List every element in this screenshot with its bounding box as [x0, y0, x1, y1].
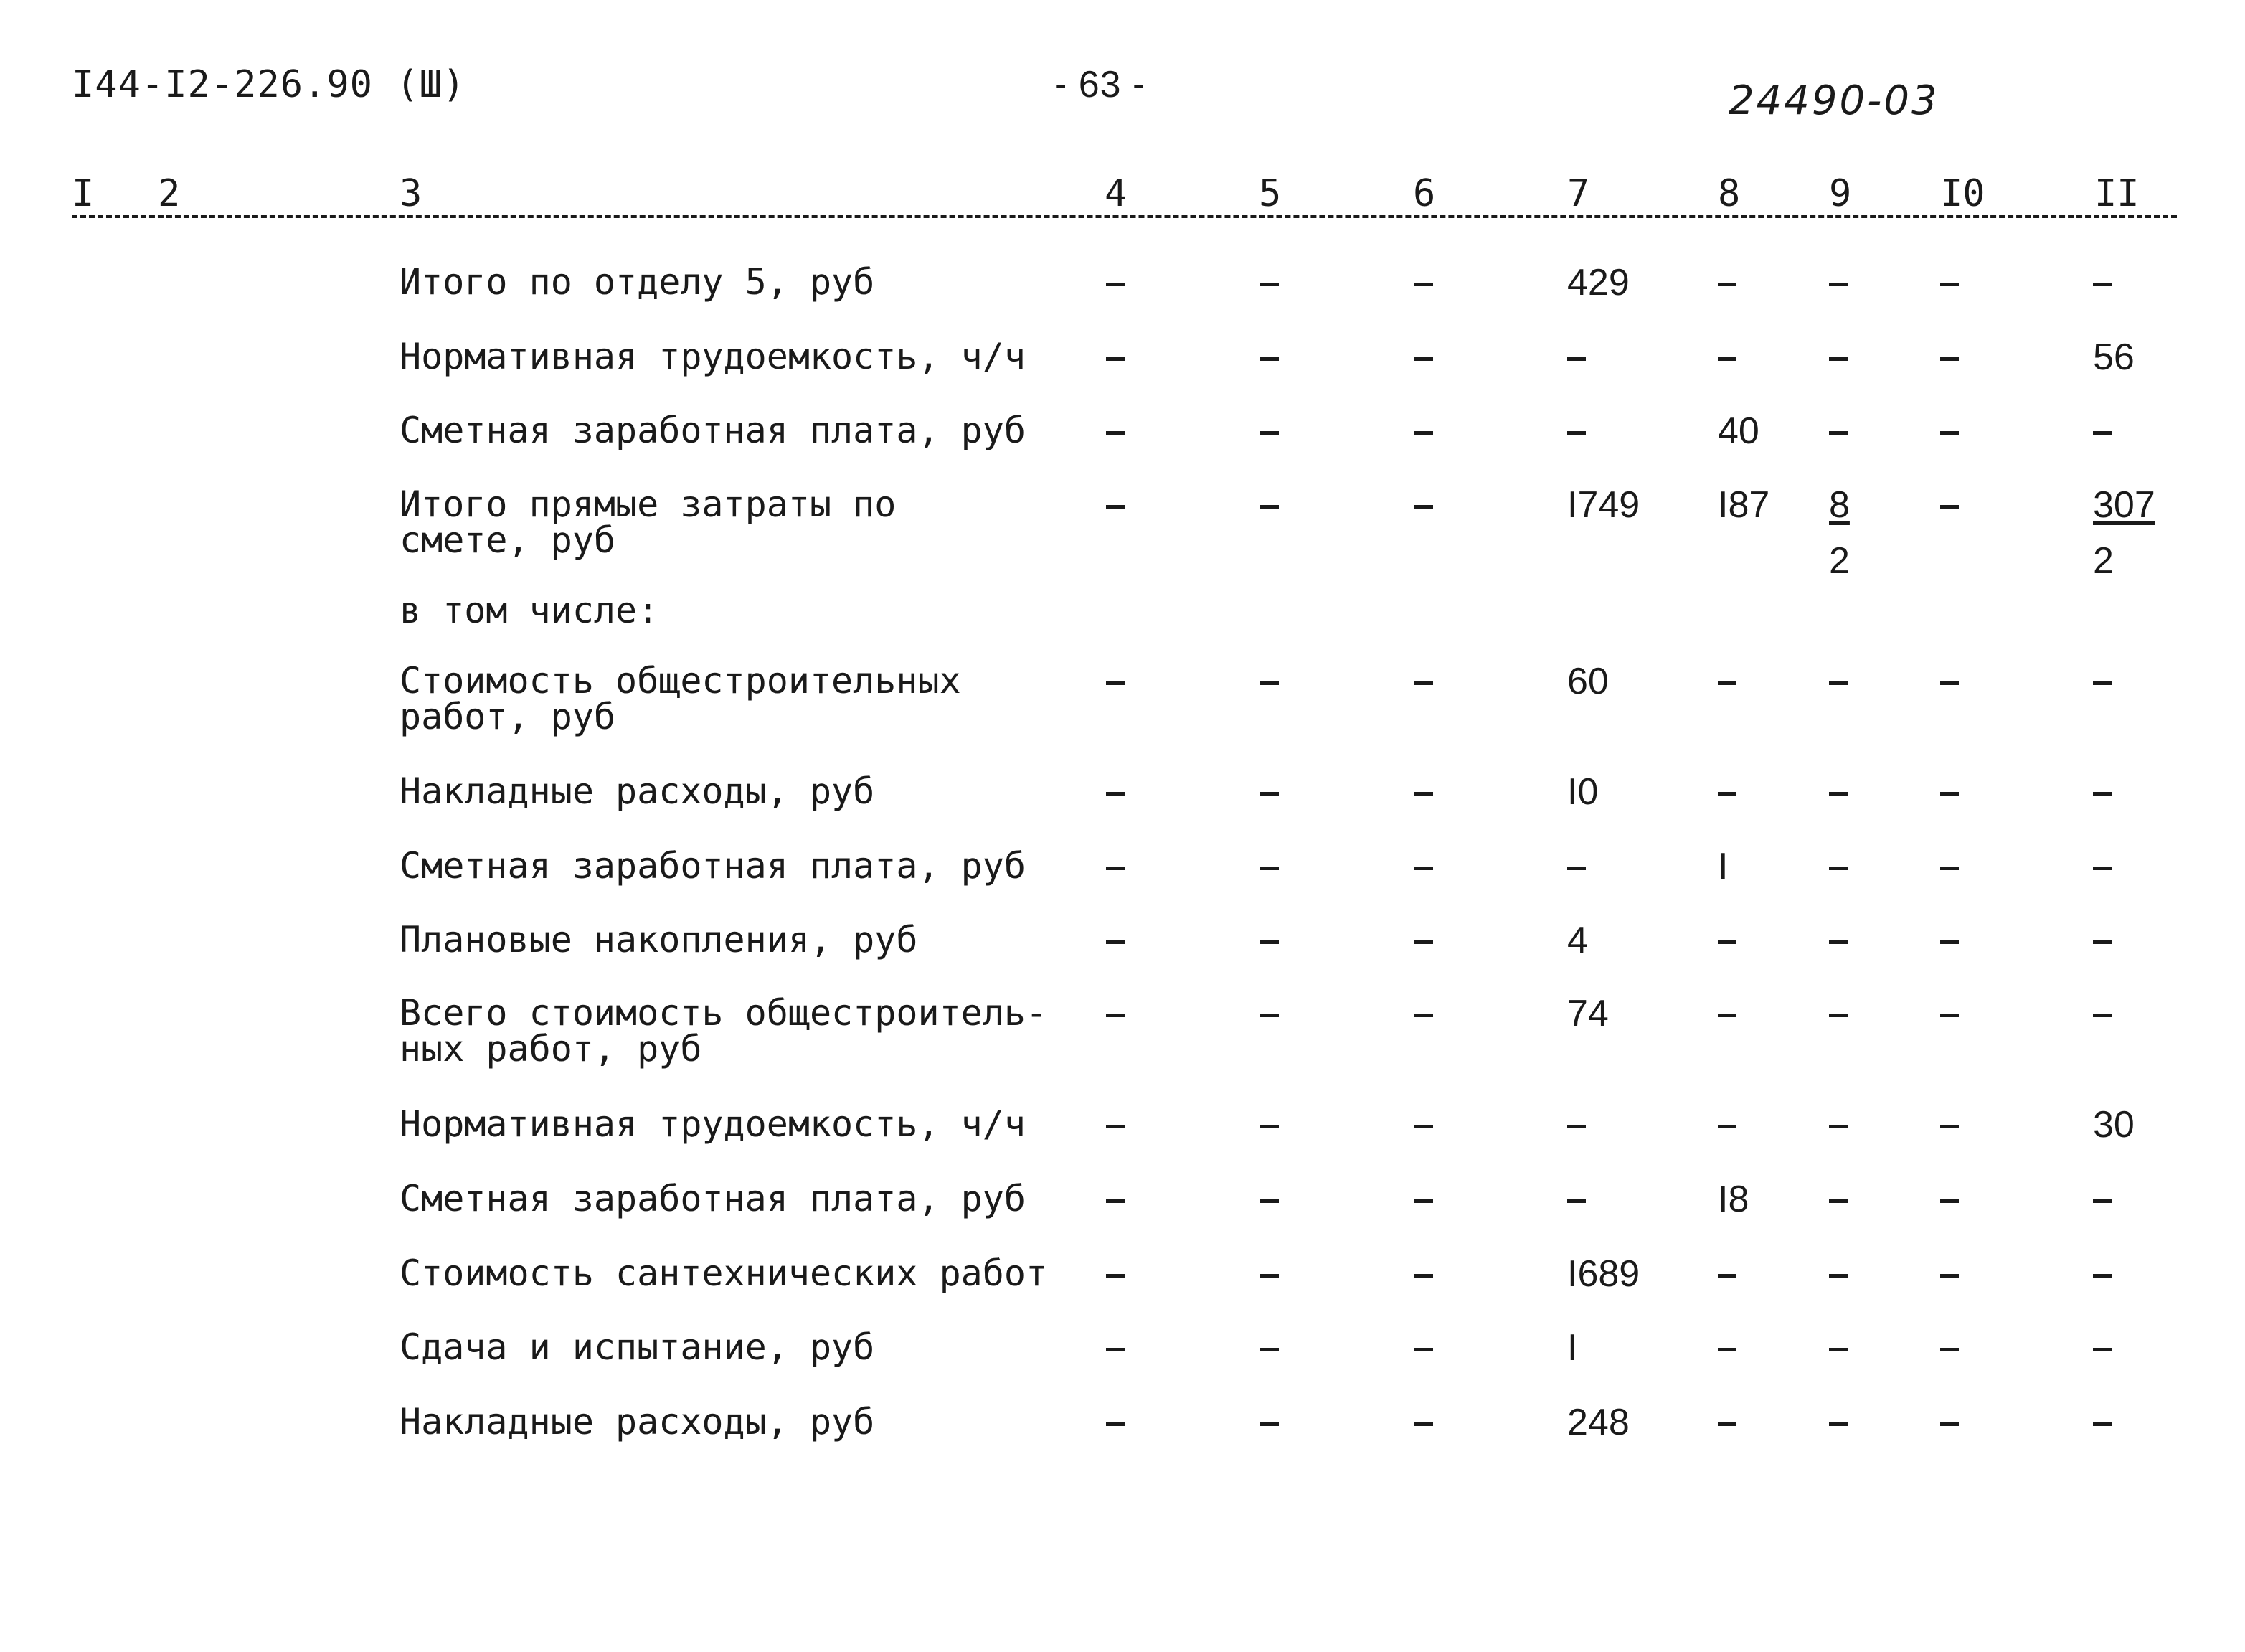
column-number-5: 5: [1259, 172, 1282, 215]
empty-cell-dash: [1940, 431, 1959, 435]
empty-cell-dash: [1829, 1274, 1848, 1278]
empty-cell-dash: [1718, 357, 1736, 361]
empty-cell-dash: [1106, 357, 1125, 361]
empty-cell-dash: [2093, 283, 2112, 286]
empty-cell-dash: [1414, 1348, 1433, 1351]
empty-cell-dash: [2093, 1422, 2112, 1426]
sheet-number: 24490-03: [1729, 77, 1939, 124]
empty-cell-dash: [1940, 1199, 1959, 1203]
document-code: I44-I2-226.90 (Ш): [72, 63, 466, 106]
empty-cell-dash: [1414, 1199, 1433, 1203]
value-cell-c7: 4: [1567, 920, 1588, 961]
column-number-8: 8: [1718, 172, 1741, 215]
empty-cell-dash: [1260, 1014, 1279, 1017]
empty-cell-dash: [1567, 1199, 1586, 1203]
empty-cell-dash: [1718, 1125, 1736, 1128]
empty-cell-dash: [1260, 431, 1279, 435]
value-cell-c7: 429: [1567, 262, 1630, 303]
column-number-2: 2: [158, 172, 181, 215]
empty-cell-dash: [1567, 867, 1586, 870]
empty-cell-dash: [1106, 940, 1125, 944]
empty-cell-dash: [1106, 867, 1125, 870]
empty-cell-dash: [1829, 1348, 1848, 1351]
value-cell-c8: I87: [1718, 484, 1770, 526]
empty-cell-dash: [1940, 867, 1959, 870]
empty-cell-dash: [1718, 681, 1736, 685]
empty-cell-dash: [2093, 1014, 2112, 1017]
empty-cell-dash: [1829, 1125, 1848, 1128]
column-number-1: I: [72, 172, 95, 215]
empty-cell-dash: [1940, 283, 1959, 286]
empty-cell-dash: [1829, 681, 1848, 685]
value-cell-c7: I689: [1567, 1253, 1640, 1295]
empty-cell-dash: [1106, 1199, 1125, 1203]
empty-cell-dash: [1414, 940, 1433, 944]
empty-cell-dash: [1940, 1274, 1959, 1278]
empty-cell-dash: [1106, 283, 1125, 286]
empty-cell-dash: [1106, 1014, 1125, 1017]
empty-cell-dash: [2093, 1348, 2112, 1351]
row-label: Накладные расходы, руб: [400, 770, 875, 812]
empty-cell-dash: [1260, 1125, 1279, 1128]
empty-cell-dash: [1414, 1125, 1433, 1128]
fraction-cell-c11: [2093, 486, 2155, 580]
empty-cell-dash: [1260, 1199, 1279, 1203]
row-label: Сдача и испытание, руб: [400, 1326, 875, 1368]
column-number-9: 9: [1829, 172, 1852, 215]
empty-cell-dash: [1829, 431, 1848, 435]
value-cell-c7: I749: [1567, 484, 1640, 526]
empty-cell-dash: [1829, 867, 1848, 870]
empty-cell-dash: [1260, 792, 1279, 796]
empty-cell-dash: [1260, 283, 1279, 286]
empty-cell-dash: [1567, 431, 1586, 435]
empty-cell-dash: [1718, 940, 1736, 944]
empty-cell-dash: [2093, 867, 2112, 870]
row-label: Нормативная трудоемкость, ч/ч: [400, 1103, 1026, 1145]
empty-cell-dash: [1940, 1014, 1959, 1017]
empty-cell-dash: [1940, 792, 1959, 796]
row-label: Сметная заработная плата, руб: [400, 410, 1026, 451]
column-header-rule: [72, 215, 2177, 218]
empty-cell-dash: [1414, 792, 1433, 796]
empty-cell-dash: [1718, 283, 1736, 286]
empty-cell-dash: [2093, 681, 2112, 685]
empty-cell-dash: [1260, 357, 1279, 361]
fraction-denominator: 2: [2093, 540, 2114, 582]
value-cell-c8: I8: [1718, 1179, 1749, 1220]
column-number-11: II: [2094, 172, 2140, 215]
empty-cell-dash: [2093, 940, 2112, 944]
value-cell-c7: 60: [1567, 661, 1609, 702]
value-cell-c7: 74: [1567, 993, 1609, 1034]
value-cell-c8: 40: [1718, 410, 1759, 452]
empty-cell-dash: [1106, 505, 1125, 509]
column-number-7: 7: [1567, 172, 1590, 215]
empty-cell-dash: [1829, 283, 1848, 286]
empty-cell-dash: [1829, 357, 1848, 361]
empty-cell-dash: [1940, 1422, 1959, 1426]
value-cell-c7: I0: [1567, 771, 1599, 813]
empty-cell-dash: [1940, 1348, 1959, 1351]
value-cell-c7: 248: [1567, 1402, 1630, 1443]
empty-cell-dash: [1414, 681, 1433, 685]
empty-cell-dash: [1260, 681, 1279, 685]
fraction-numerator: 307: [2093, 484, 2155, 526]
empty-cell-dash: [1414, 431, 1433, 435]
empty-cell-dash: [1414, 867, 1433, 870]
empty-cell-dash: [1829, 1014, 1848, 1017]
page-number: - 63 -: [1054, 64, 1146, 105]
empty-cell-dash: [1829, 792, 1848, 796]
empty-cell-dash: [1940, 505, 1959, 509]
empty-cell-dash: [1260, 1348, 1279, 1351]
column-number-3: 3: [400, 172, 422, 215]
empty-cell-dash: [1940, 357, 1959, 361]
empty-cell-dash: [1718, 792, 1736, 796]
row-label: в том числе:: [400, 590, 659, 631]
empty-cell-dash: [1829, 1422, 1848, 1426]
empty-cell-dash: [1260, 1422, 1279, 1426]
empty-cell-dash: [1414, 357, 1433, 361]
empty-cell-dash: [1940, 681, 1959, 685]
fraction-cell-c9: [1829, 486, 1850, 580]
row-label: Итого прямые затраты по смете, руб: [400, 483, 897, 561]
value-cell-c11: 56: [2093, 336, 2135, 378]
empty-cell-dash: [1106, 431, 1125, 435]
empty-cell-dash: [1106, 1125, 1125, 1128]
empty-cell-dash: [2093, 1199, 2112, 1203]
row-label: Нормативная трудоемкость, ч/ч: [400, 336, 1026, 377]
row-label: Плановые накопления, руб: [400, 919, 918, 960]
empty-cell-dash: [1260, 1274, 1279, 1278]
value-cell-c7: I: [1567, 1327, 1578, 1369]
empty-cell-dash: [1414, 283, 1433, 286]
empty-cell-dash: [2093, 1274, 2112, 1278]
row-label: Стоимость общестроительных работ, руб: [400, 660, 961, 737]
empty-cell-dash: [1414, 505, 1433, 509]
empty-cell-dash: [1567, 1125, 1586, 1128]
empty-cell-dash: [1829, 940, 1848, 944]
row-label: Итого по отделу 5, руб: [400, 261, 875, 303]
empty-cell-dash: [1940, 940, 1959, 944]
column-number-4: 4: [1105, 172, 1128, 215]
row-label: Сметная заработная плата, руб: [400, 845, 1026, 887]
column-number-6: 6: [1413, 172, 1436, 215]
empty-cell-dash: [1718, 1274, 1736, 1278]
empty-cell-dash: [1414, 1274, 1433, 1278]
row-label: Всего стоимость общестроитель- ных работ, руб: [400, 992, 1048, 1070]
fraction-denominator: 2: [1829, 540, 1850, 582]
fraction-numerator: 8: [1829, 484, 1850, 526]
empty-cell-dash: [1829, 1199, 1848, 1203]
empty-cell-dash: [1260, 940, 1279, 944]
empty-cell-dash: [1567, 357, 1586, 361]
empty-cell-dash: [2093, 431, 2112, 435]
empty-cell-dash: [1106, 1274, 1125, 1278]
empty-cell-dash: [1106, 792, 1125, 796]
empty-cell-dash: [1414, 1422, 1433, 1426]
empty-cell-dash: [1260, 867, 1279, 870]
value-cell-c11: 30: [2093, 1104, 2135, 1146]
empty-cell-dash: [1414, 1014, 1433, 1017]
empty-cell-dash: [1106, 1422, 1125, 1426]
empty-cell-dash: [1260, 505, 1279, 509]
empty-cell-dash: [1106, 1348, 1125, 1351]
empty-cell-dash: [1718, 1348, 1736, 1351]
empty-cell-dash: [1718, 1014, 1736, 1017]
empty-cell-dash: [1718, 1422, 1736, 1426]
empty-cell-dash: [1940, 1125, 1959, 1128]
empty-cell-dash: [2093, 792, 2112, 796]
row-label: Сметная заработная плата, руб: [400, 1178, 1026, 1219]
empty-cell-dash: [1106, 681, 1125, 685]
column-number-10: I0: [1940, 172, 1985, 215]
row-label: Стоимость сантехнических работ: [400, 1252, 1048, 1294]
value-cell-c8: I: [1718, 846, 1729, 887]
row-label: Накладные расходы, руб: [400, 1401, 875, 1443]
